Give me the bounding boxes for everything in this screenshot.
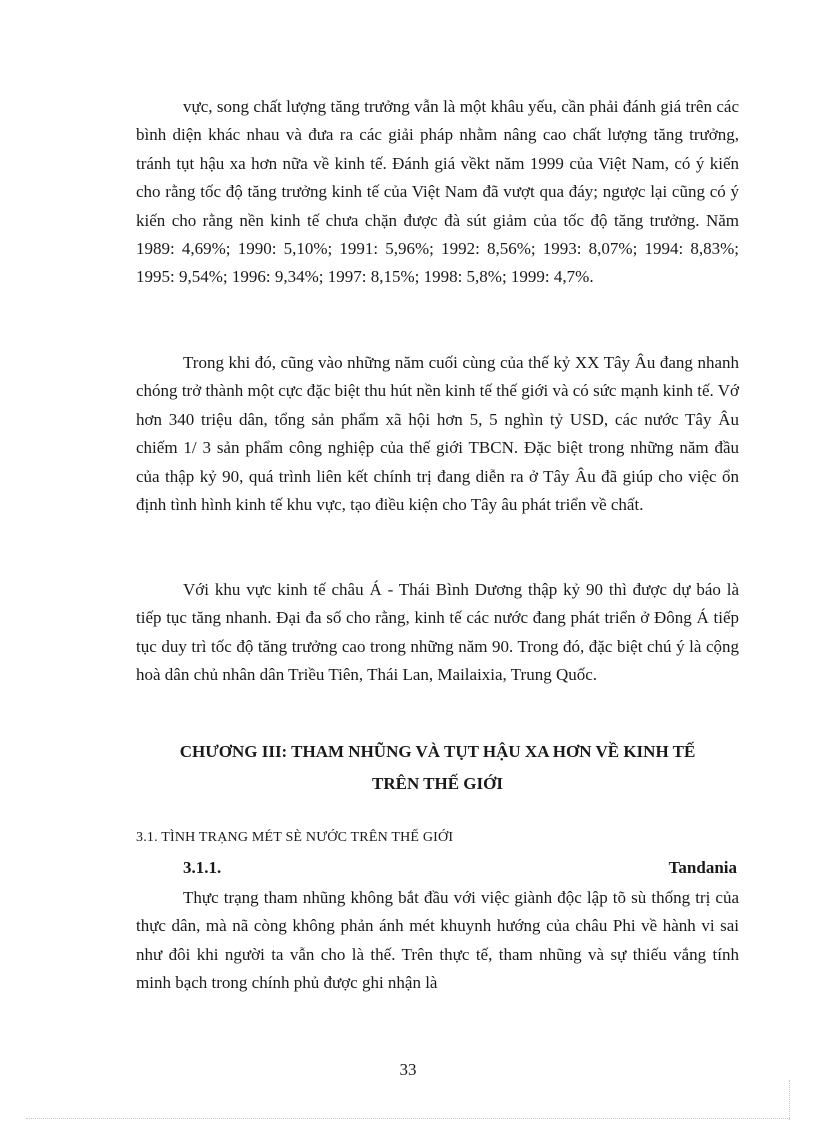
chapter-title-line-1: CHƯƠNG III: THAM NHŨNG VÀ TỤT HẬU XA HƠN VỀ KINH TẾ (179, 742, 696, 761)
paragraph-growth-quality: vực, song chất lượng tăng trưởng vẫn là một khâu yếu, cần phải đánh giá trên các bình diện khác nhau và đưa ra các giải pháp nhằm nâng cao chất lượng tăng trưởng, tránh tụt hậu xa hơn nữa về kinh tế. Đánh giá vềkt năm 1999 của Việt Nam, có ý kiến cho rằng tốc độ tăng trưởng kinh tế của Việt Nam đã vượt qua đáy; ngược lại cũng có ý kiến cho rằng nền kinh tế chưa chặn được đà sút giảm của tốc độ tăng trưởng. Năm 1989: 4,69%; 1990: 5,10%; 1991: 5,96%; 1992: 8,56%; 1993: 8,07%; 1994: 8,83%; 1995: 9,54%; 1996: 9,34%; 1997: 8,15%; 1998: 5,8%; 1999: 4,7%. (136, 97, 739, 287)
subsection-title: Tandania (668, 858, 737, 877)
paragraph-western-europe: Trong khi đó, cũng vào những năm cuối cùng của thế kỷ XX Tây Âu đang nhanh chóng trở thành một cực đặc biệt thu hút nền kinh tế thế giới và có sức mạnh kinh tế. Vớ hơn 340 triệu dân, tổng sản phẩm xã hội hơn 5, 5 nghìn tỷ USD, các nước Tây Âu chiếm 1/ 3 sản phẩm công nghiệp của thế giới TBCN. Đặc biệt trong những năm đầu của thập kỷ 90, quá trình liên kết chính trị đang diễn ra ở Tây Âu đã giúp cho việc ổn định tình hình kinh tế khu vực, tạo điều kiện cho Tây âu phát triển về chất. (136, 353, 739, 515)
section-heading: 3.1. TÌNH TRẠNG MÉT SÈ NƯỚC TRÊN THẾ GIỚI (136, 830, 454, 845)
page-side-border (789, 1080, 790, 1120)
paragraph-asia-pacific: Với khu vực kinh tế châu Á - Thái Bình Dương thập kỷ 90 thì được dự báo là tiếp tục tăng nhanh. Đại đa số cho rằng, kinh tế các nước đang phát triển ở Đông Á tiếp tục duy trì tốc độ tăng trưởng cao trong những năm 90. Trong đó, đặc biệt chú ý là cộng hoà dân chủ nhân dân Triều Tiên, Thái Lan, Mailaixia, Trung Quốc. (136, 580, 739, 685)
chapter-title-line-2: TRÊN THẾ GIỚI (371, 774, 503, 793)
chapter-title (136, 736, 739, 800)
paragraph-corruption-situation: Thực trạng tham nhũng không bắt đầu với việc giành độc lập tõ sù thống trị của thực dân, mà nã còng không phản ánh mét khuynh hướng của châu Phi về hành vi sai như đôi khi người ta vẫn cho là thế. Trên thực tế, tham nhũng và sự thiếu vắng tính minh bạch trong chính phủ được ghi nhận là (136, 888, 739, 993)
page-number: 33 (399, 1060, 417, 1079)
subsection-number: 3.1.1. (183, 858, 222, 877)
subsection-heading (136, 853, 739, 883)
page-bottom-border (26, 1118, 790, 1119)
